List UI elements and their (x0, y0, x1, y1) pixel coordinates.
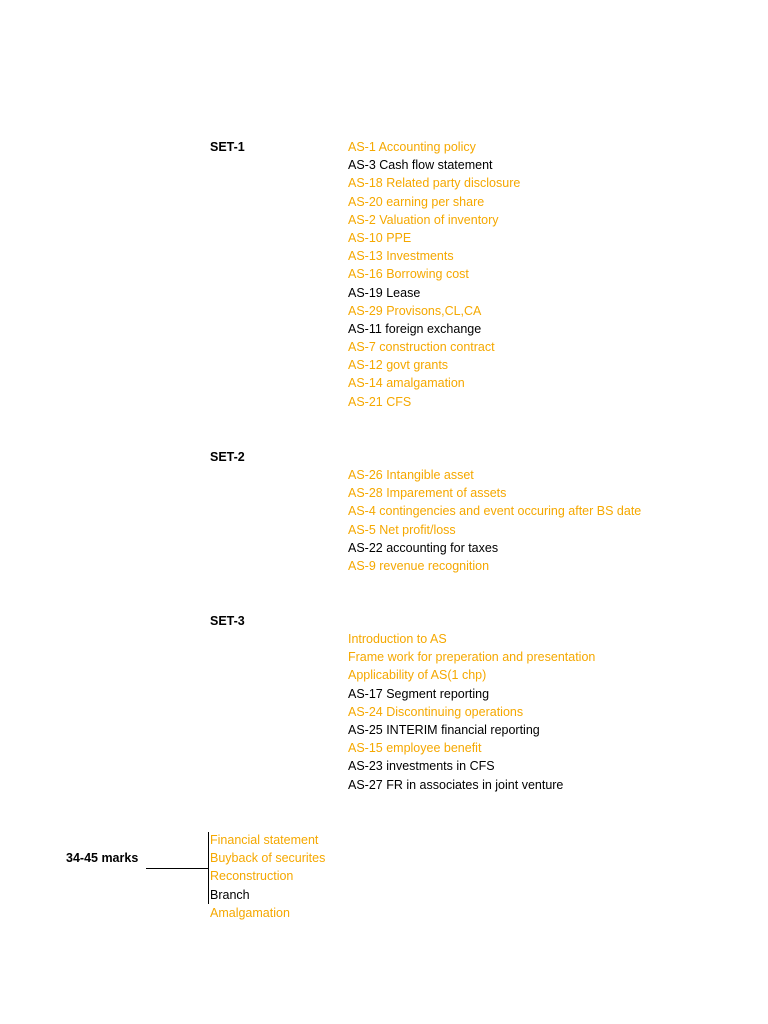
topic-item: AS-16 Borrowing cost (348, 267, 469, 282)
topic-item: AS-14 amalgamation (348, 376, 465, 391)
bracket-horizontal-line (146, 868, 208, 869)
topic-item: Applicability of AS(1 chp) (348, 668, 487, 683)
set-1-heading: SET-1 (210, 140, 245, 154)
topic-item: AS-5 Net profit/loss (348, 522, 456, 537)
topic-item: AS-25 INTERIM financial reporting (348, 722, 540, 737)
marks-topic-list (210, 831, 325, 922)
topic-item: AS-18 Related party disclosure (348, 176, 521, 191)
topic-item: Reconstruction (210, 869, 294, 884)
topic-item: Buyback of securites (210, 851, 326, 866)
topic-item: AS-1 Accounting policy (348, 140, 476, 154)
topic-item: Financial statement (210, 833, 319, 847)
topic-item: AS-22 accounting for taxes (348, 540, 499, 555)
topic-item: AS-3 Cash flow statement (348, 158, 493, 173)
topic-item: AS-4 contingencies and event occuring after BS date (348, 504, 642, 519)
topic-item: AS-27 FR in associates in joint venture (348, 777, 564, 792)
set-3-heading: SET-3 (210, 614, 245, 628)
topic-item: AS-21 CFS (348, 394, 412, 409)
topic-item: AS-10 PPE (348, 230, 412, 245)
topic-item: Frame work for preperation and presentation (348, 650, 596, 665)
topic-item: Branch (210, 887, 250, 902)
set-2-topic-list (348, 466, 641, 575)
topic-item: AS-28 Imparement of assets (348, 486, 507, 501)
topic-item: AS-2 Valuation of inventory (348, 212, 499, 227)
topic-item: Amalgamation (210, 905, 290, 920)
topic-item: AS-11 foreign exchange (348, 321, 482, 336)
topic-item: AS-26 Intangible asset (348, 468, 474, 482)
bracket-vertical-line (208, 832, 209, 904)
topic-item: AS-29 Provisons,CL,CA (348, 303, 482, 318)
marks-range-label: 34-45 marks (66, 851, 139, 865)
topic-item: AS-24 Discontinuing operations (348, 704, 524, 719)
topic-item: AS-20 earning per share (348, 194, 485, 209)
set-3-topic-list (348, 630, 595, 794)
set-1-topic-list (348, 138, 520, 411)
topic-item: AS-17 Segment reporting (348, 686, 490, 701)
topic-item: Introduction to AS (348, 632, 447, 646)
topic-item: AS-12 govt grants (348, 358, 449, 373)
topic-item: AS-13 Investments (348, 249, 454, 264)
topic-item: AS-23 investments in CFS (348, 759, 495, 774)
topic-item: AS-9 revenue recognition (348, 558, 490, 573)
topic-item: AS-15 employee benefit (348, 741, 482, 756)
set-2-heading: SET-2 (210, 450, 245, 464)
topic-item: AS-19 Lease (348, 285, 421, 300)
topic-item: AS-7 construction contract (348, 340, 495, 355)
